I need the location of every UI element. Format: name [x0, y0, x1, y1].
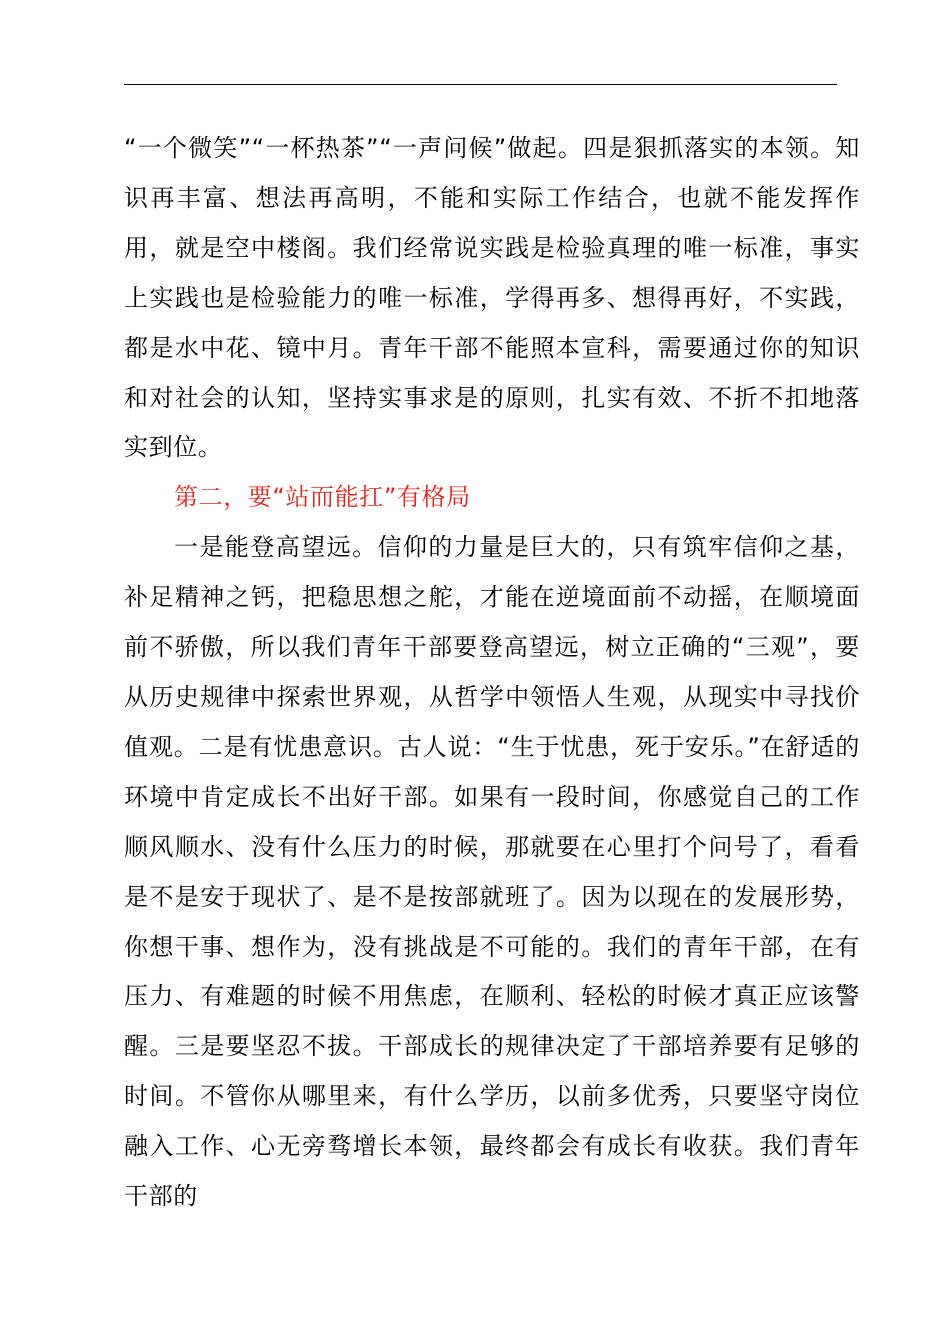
paragraph-continued: “一个微笑”“一杯热茶”“一声问候”做起。四是狠抓落实的本领。知识再丰富、想法再高明，不能和实际工作结合，也就不能发挥作用，就是空中楼阁。我们经常说实践是检验真理的唯一标准，事实上实践也是检验能力的唯一标准，学得再多、想得再好，不实践，都是水中花、镜中月。青年干部不能照本宣科，需要通过你的知识和对社会的认知，坚持实事求是的原则，扎实有效、不折不扣地落实到位。	[124, 134, 860, 462]
header-rule	[124, 84, 837, 85]
section-heading: 第二，要“站而能扛”有格局	[174, 483, 471, 512]
paragraph-body: 一是能登高望远。信仰的力量是巨大的，只有筑牢信仰之基，补足精神之钙，把稳思想之舵，才能在逆境面前不动摇，在顺境面前不骄傲，所以我们青年干部要登高望远，树立正确的“三观”，要从历史规律中探索世界观，从哲学中领悟人生观，从现实中寻找价值观。二是有忧患意识。古人说：“生于忧患，死于安乐。”在舒适的环境中肯定成长不出好干部。如果有一段时间，你感觉自己的工作顺风顺水、没有什么压力的时候，那就要在心里打个问号了，看看是不是安于现状了、是不是按部就班了。因为以现在的发展形势，你想干事、想作为，没有挑战是不可能的。我们的青年干部，在有压力、有难题的时候不用焦虑，在顺利、轻松的时候才真正应该警醒。三是要坚忍不拔。干部成长的规律决定了干部培养要有足够的时间。不管你从哪里来，有什么学历，以前多优秀，只要坚守岗位融入工作、心无旁骛增长本领，最终都会有成长有收获。我们青年干部的	[124, 533, 860, 1211]
document-body	[124, 124, 860, 1222]
